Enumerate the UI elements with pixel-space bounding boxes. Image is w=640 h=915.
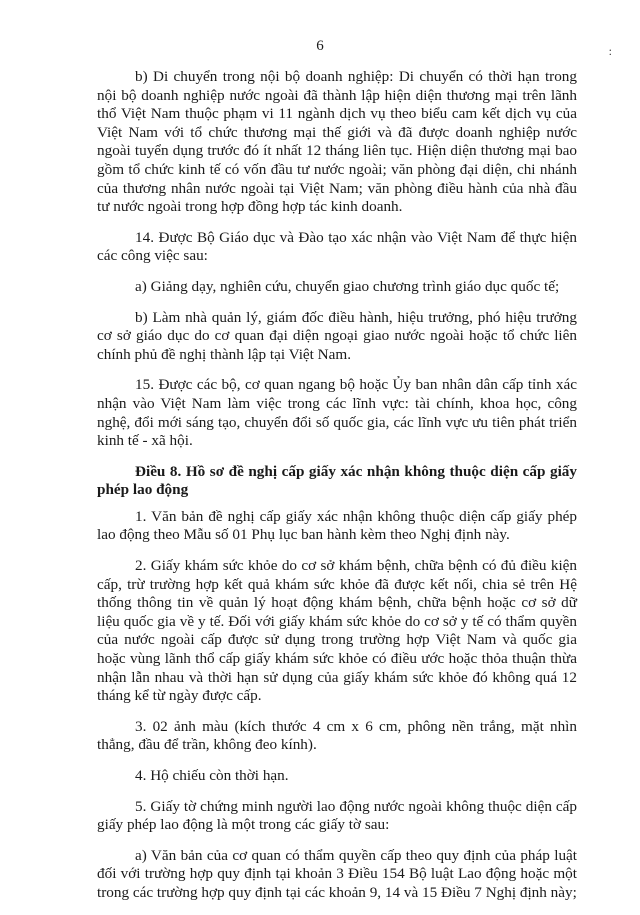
paragraph-item-14b: b) Làm nhà quản lý, giám đốc điều hành, hiệu trưởng, phó hiệu trưởng cơ sở giáo dục do cơ quan đại diện ngoại giao nước ngoài hoặc tổ chức liên chính phủ đề nghị thành lập tại Việt Nam. xyxy=(97,308,577,363)
paragraph-clause-4: 4. Hộ chiếu còn thời hạn. xyxy=(135,767,289,784)
paragraph-clause-2: 2. Giấy khám sức khỏe do cơ sở khám bệnh, chữa bệnh có đủ điều kiện cấp, trừ trường hợp kết quả khám sức khỏe đã được kết nối, chia sẻ trên Hệ thống thông tin về quản lý hoạt động khám bệnh, chữa bệnh hoặc cơ sở dữ liệu quốc gia về y tế. Đối với giấy khám sức khỏe do cơ sở y tế có thẩm quyền của nước ngoài cấp được sử dụng trong trường hợp Việt Nam và quốc gia hoặc vùng lãnh thổ cấp giấy khám sức khỏe có điều ước hoặc thỏa thuận thừa nhận lẫn nhau và thời hạn sử dụng của giấy khám sức khỏe đó không quá 12 tháng kể từ ngày được cấp. xyxy=(97,557,577,705)
paragraph-item-15: 15. Được các bộ, cơ quan ngang bộ hoặc Ủy ban nhân dân cấp tỉnh xác nhận vào Việt Nam làm việc trong các lĩnh vực: tài chính, khoa học, công nghệ, đổi mới sáng tạo, chuyển đổi số quốc gia, các lĩnh vực ưu tiên phát triển kinh tế - xã hội. xyxy=(97,376,577,450)
document-body xyxy=(97,68,577,915)
article-8-heading: Điều 8. Hồ sơ đề nghị cấp giấy xác nhận không thuộc diện cấp giấy phép lao động xyxy=(97,462,577,499)
paragraph-item-14a: a) Giảng dạy, nghiên cứu, chuyển giao chương trình giáo dục quốc tế; xyxy=(135,277,560,295)
paragraph-clause-5a: a) Văn bản của cơ quan có thẩm quyền cấp theo quy định của pháp luật đối với trường hợp quy định tại khoản 3 Điều 154 Bộ luật Lao động hoặc một trong các trường hợp quy định tại các khoản 9, 14 và 15 Điều 7 Nghị định này; xyxy=(97,846,577,901)
paragraph-clause-3: 3. 02 ảnh màu (kích thước 4 cm x 6 cm, phông nền trắng, mặt nhìn thẳng, đầu để trần, không đeo kính). xyxy=(97,717,577,754)
paragraph-item-14: 14. Được Bộ Giáo dục và Đào tạo xác nhận vào Việt Nam để thực hiện các công việc sau: xyxy=(97,228,577,265)
margin-mark: : xyxy=(608,44,612,58)
paragraph-internal-transfer: b) Di chuyển trong nội bộ doanh nghiệp: Di chuyển có thời hạn trong nội bộ doanh nghiệp nước ngoài đã thành lập hiện diện thương mại trên lãnh thổ Việt Nam thuộc phạm vi 11 ngành dịch vụ theo biểu cam kết dịch vụ của Việt Nam với tổ chức thương mại thế giới và đã được doanh nghiệp nước ngoài tuyển dụng trước đó ít nhất 12 tháng liên tục. Hiện diện thương mại bao gồm tổ chức kinh tế có vốn đầu tư nước ngoài; văn phòng đại diện, chi nhánh của thương nhân nước ngoài tại Việt Nam; văn phòng điều hành của nhà đầu tư nước ngoài trong hợp đồng hợp tác kinh doanh. xyxy=(97,68,577,216)
paragraph-clause-5: 5. Giấy tờ chứng minh người lao động nước ngoài không thuộc diện cấp giấy phép lao động là một trong các giấy tờ sau: xyxy=(97,797,577,834)
page-number: 6 xyxy=(316,38,324,54)
paragraph-clause-1: 1. Văn bản đề nghị cấp giấy xác nhận không thuộc diện cấp giấy phép lao động theo Mẫu số 01 Phụ lục ban hành kèm theo Nghị định này. xyxy=(97,507,577,544)
